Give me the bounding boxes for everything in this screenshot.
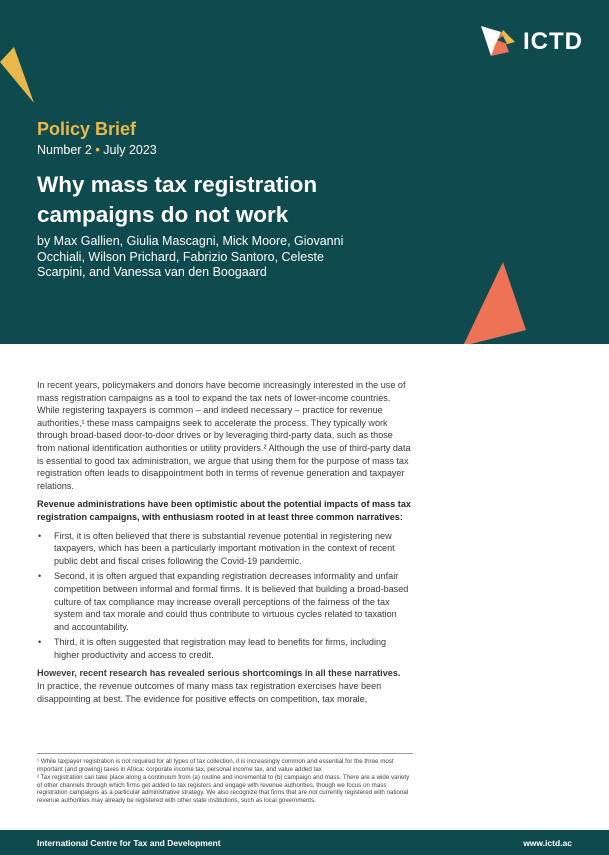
- issue-separator: •: [95, 143, 100, 157]
- coral-triangle-shape: [463, 262, 526, 344]
- narratives-list: [37, 530, 413, 662]
- closing-paragraph: [37, 667, 413, 705]
- ictd-logo-mark-icon: [479, 22, 519, 62]
- intro-paragraph: In recent years, policymakers and donors have become increasingly interested in the use of mass registration campaigns as a tool to expand the tax nets of lower-income countries. While registering taxpayers is common – and indeed necessary – practice for revenue authorities,¹ these mass campaigns seek to accelerate the process. They typically work through broad-based door-to-door drives or by leveraging third-party data, such as those from national identification authorities or utility providers.² Although the use of third-party data is essential to good tax administration, we argue that using them for the purpose of mass tax registration often leads to disappointment both in terms of revenue generation and taxpayer relations.: [37, 380, 411, 491]
- lead-paragraph: Revenue administrations have been optimistic about the potential impacts of mass tax registration campaigns, with enthusiasm rooted in at least three common narratives:: [37, 499, 411, 522]
- footer-org-name: International Centre for Tax and Development: [37, 837, 221, 848]
- logo-wordmark: ICTD: [523, 28, 583, 55]
- footnote-2: ² Tax registration can take place along a continuum from (a) routine and incremental to (b) campaign and mass. There are a wide variety of other channels through which firms get added to tax registers and engage with revenue authorities, though we focus on mass registration campaigns as a particular administrative strategy. We also recognize that firms that are not currently registered with national revenue authorities may already be registered with other state institutions, such as local governments.: [37, 774, 410, 804]
- cover-header: [0, 0, 609, 344]
- bullet-icon: •: [38, 530, 42, 541]
- footnotes: [37, 753, 413, 806]
- issue-line: [37, 143, 157, 157]
- gold-triangle-shape: [0, 47, 34, 103]
- list-item: [37, 530, 413, 568]
- footer-website-link[interactable]: www.ictd.ac: [523, 837, 572, 848]
- list-item: [37, 570, 413, 633]
- closing-text: In practice, the revenue outcomes of many mass tax registration exercises have been disappointing at best. The evidence for positive effects on competition, tax morale,: [37, 681, 382, 704]
- bullet-icon: •: [38, 571, 42, 582]
- brief-type: Policy Brief: [37, 119, 137, 139]
- list-item-text: Third, it is often suggested that registration may lead to benefits for firms, including higher productivity and access to credit.: [54, 637, 387, 660]
- page-footer: [0, 830, 609, 855]
- issue-number: Number 2: [37, 143, 92, 157]
- issue-date: July 2023: [103, 143, 157, 157]
- list-item-text: Second, it is often argued that expanding registration decreases informality and unfair competition between informal and formal firms. It is believed that building a broad-based culture of tax compliance may increase overall perceptions of the fairness of the tax system and tax morale and could thus contribute to virtuous cycles related to taxation and accountability.: [54, 571, 409, 632]
- list-item: [37, 636, 413, 661]
- footnote-1: ¹ While taxpayer registration is not required for all types of tax collection, it is increasingly common and essential for the three most important (and growing) taxes in Africa: corporate income tax, personal income tax, and value added tax: [37, 758, 394, 773]
- bullet-icon: •: [38, 637, 42, 648]
- page-title: Why mass tax registration campaigns do not work: [37, 172, 318, 227]
- author-list: by Max Gallien, Giulia Mascagni, Mick Moore, Giovanni Occhiali, Wilson Prichard, Fabrizio Santoro, Celeste Scarpini, and Vanessa van den Boogaard: [37, 234, 344, 279]
- ictd-logo: [479, 22, 583, 62]
- list-item-text: First, it is often believed that there is substantial revenue potential in registering new taxpayers, which has been a particularly important motivation in the context of recent public debt and fiscal crises following the Covid-19 pandemic.: [54, 530, 395, 566]
- closing-bold-sentence: However, recent research has revealed serious shortcomings in all these narratives.: [37, 668, 401, 679]
- body-text: [37, 379, 413, 711]
